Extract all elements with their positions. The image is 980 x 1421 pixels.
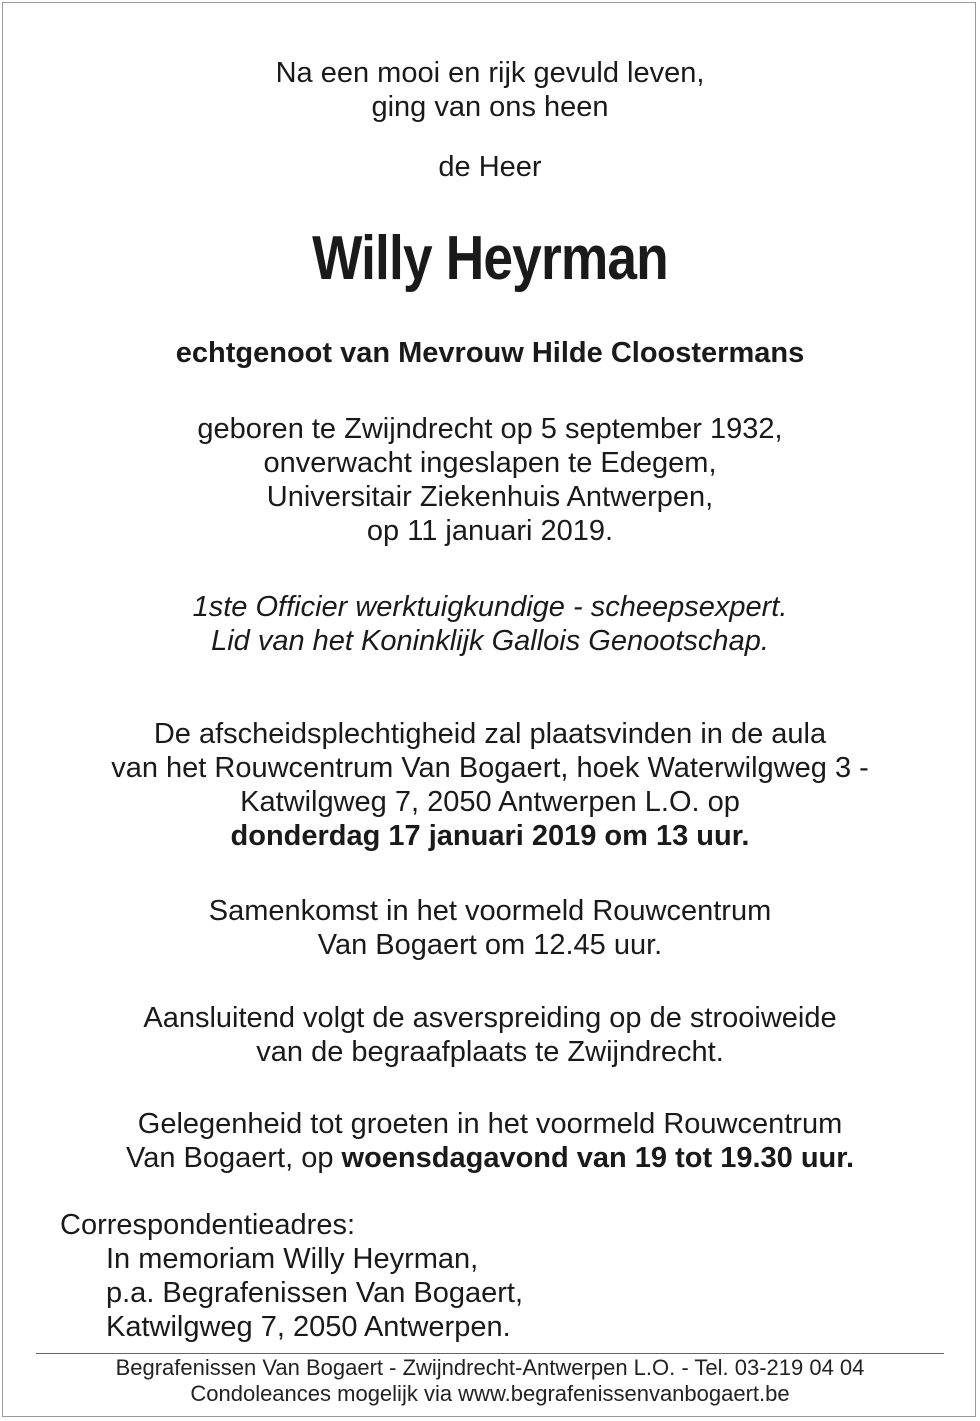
visitation-line-2 [0, 1141, 980, 1175]
address-line-2: p.a. Begrafenissen Van Bogaert, [106, 1277, 524, 1309]
visitation-block [0, 1107, 980, 1175]
ceremony-line-1: De afscheidsplechtigheid zal plaatsvinden in de aula [153, 718, 827, 750]
birth-death-block [0, 412, 980, 548]
address-line-3: Katwilgweg 7, 2050 Antwerpen. [106, 1311, 511, 1343]
scattering-line-2: van de begraafplaats te Zwijndrecht. [256, 1036, 724, 1068]
roles-block [0, 590, 980, 658]
visitation-prefix: Van Bogaert, op [126, 1142, 342, 1174]
role-line-2: Lid van het Koninklijk Gallois Genootschap. [211, 625, 769, 657]
ceremony-line-2: van het Rouwcentrum Van Bogaert, hoek Waterwilgweg 3 - [111, 752, 869, 784]
death-line: onverwacht ingeslapen te Edegem, [263, 447, 717, 479]
page-border [2, 2, 976, 1417]
intro-line-2: ging van ons heen [371, 91, 609, 123]
ceremony-date: donderdag 17 januari 2019 om 13 uur. [230, 820, 750, 852]
death-date-line: op 11 januari 2019. [366, 515, 614, 547]
visitation-time: woensdagavond van 19 tot 19.30 uur. [341, 1142, 854, 1174]
meeting-line-2: Van Bogaert om 12.45 uur. [317, 929, 663, 961]
meeting-block [0, 894, 980, 962]
footer-contact: Begrafenissen Van Bogaert - Zwijndrecht-Antwerpen L.O. - Tel. 03-219 04 04 [115, 1355, 865, 1380]
address-line-1: In memoriam Willy Heyrman, [106, 1243, 479, 1275]
birth-line: geboren te Zwijndrecht op 5 september 1932, [197, 413, 783, 445]
spouse-line: echtgenoot van Mevrouw Hilde Cloostermans [175, 337, 805, 369]
ceremony-block [0, 717, 980, 853]
meeting-line-1: Samenkomst in het voormeld Rouwcentrum [208, 895, 772, 927]
title-prefix: de Heer [438, 151, 542, 183]
correspondence-label: Correspondentieadres: [60, 1209, 356, 1241]
role-line-1: 1ste Officier werktuigkundige - scheepsexpert. [192, 591, 788, 623]
visitation-line-1: Gelegenheid tot groeten in het voormeld Rouwcentrum [137, 1108, 843, 1140]
hospital-line: Universitair Ziekenhuis Antwerpen, [266, 481, 714, 513]
intro-text [0, 56, 980, 124]
footer [0, 1355, 980, 1407]
deceased-name: Willy Heyrman [312, 224, 668, 293]
scattering-line-1: Aansluitend volgt de asverspreiding op de strooiweide [143, 1002, 837, 1034]
footer-website: Condoleances mogelijk via www.begrafenissenvanbogaert.be [190, 1381, 790, 1406]
intro-line-1: Na een mooi en rijk gevuld leven, [275, 57, 705, 89]
scattering-block [0, 1001, 980, 1069]
ceremony-line-3: Katwilgweg 7, 2050 Antwerpen L.O. op [240, 786, 740, 818]
footer-divider [36, 1353, 944, 1354]
correspondence-address [60, 1208, 523, 1344]
